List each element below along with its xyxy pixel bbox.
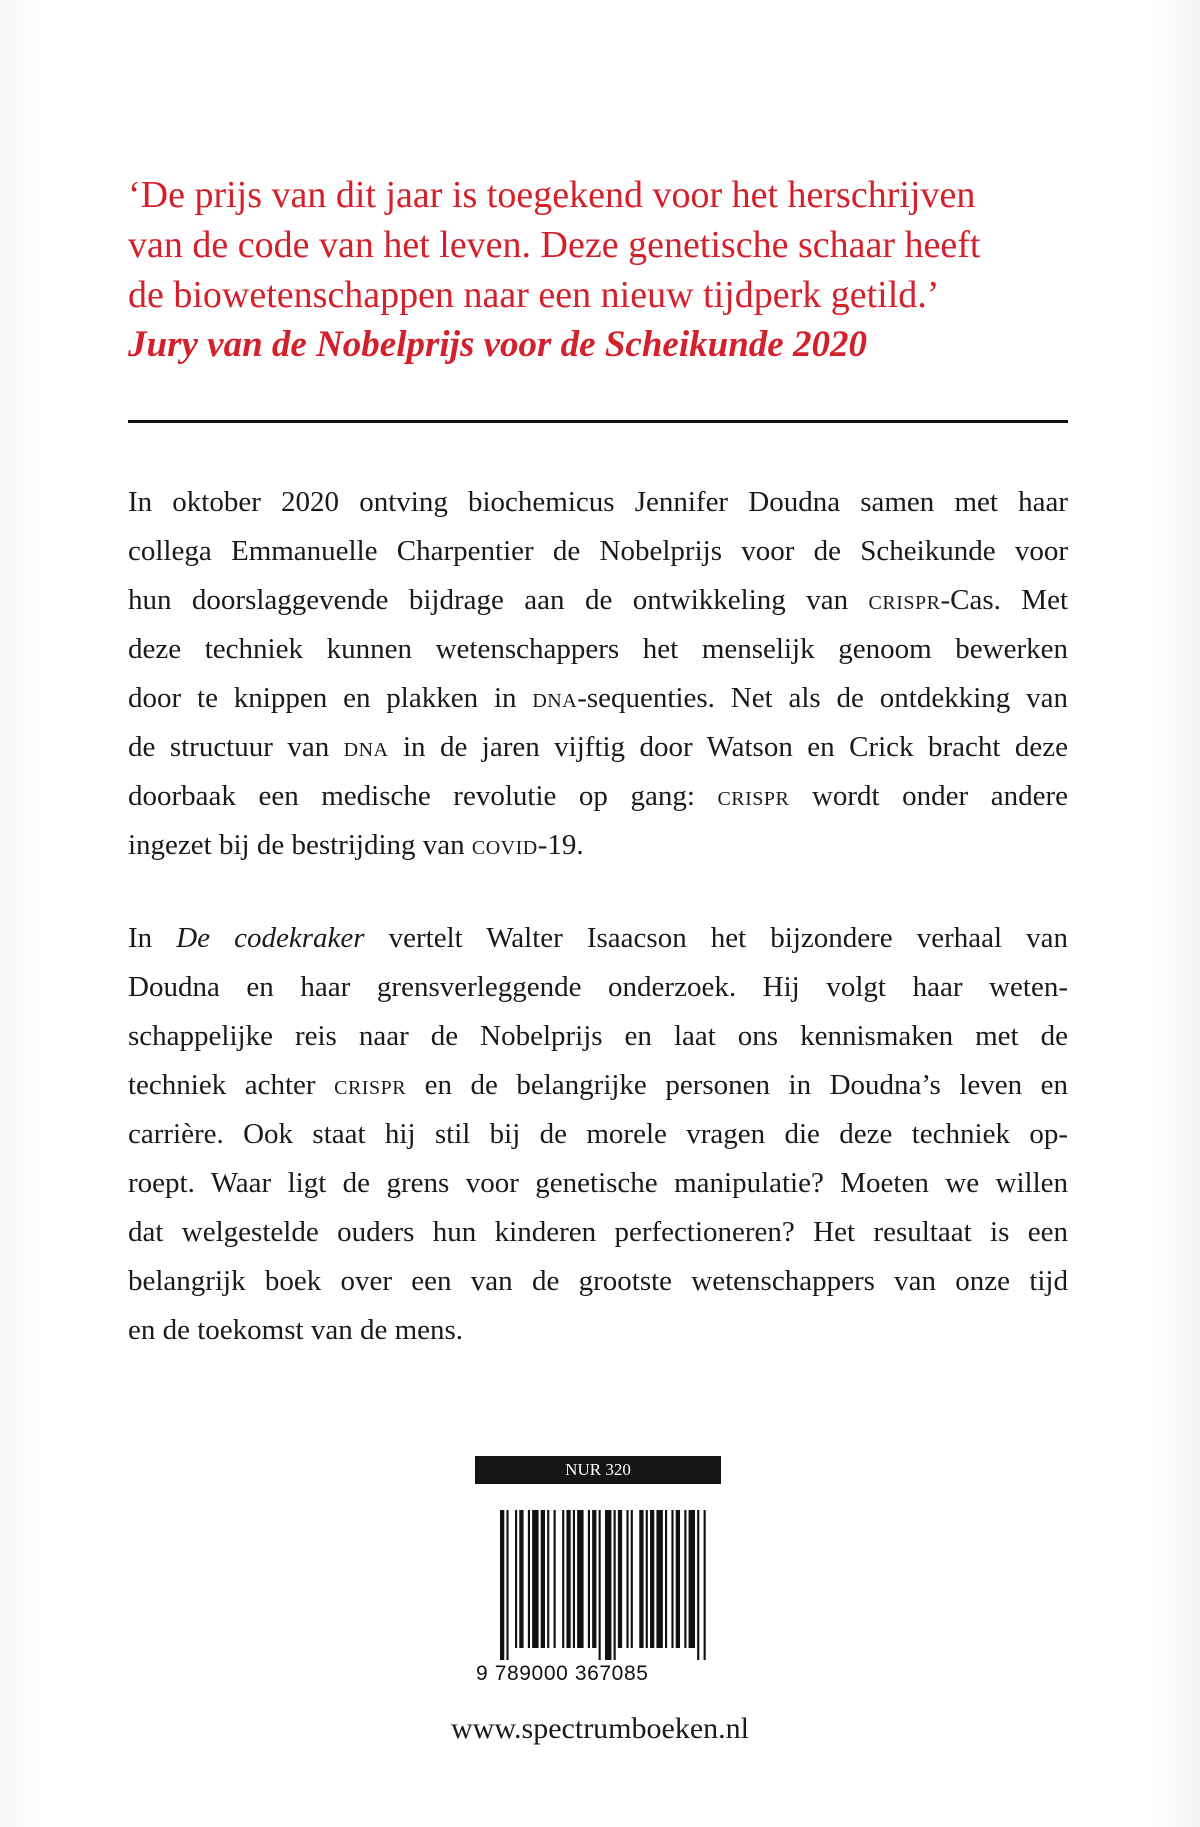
text-line: en de toekomst van de mens. — [128, 1314, 464, 1346]
text-line — [128, 914, 1068, 963]
barcode-bar — [515, 1510, 517, 1648]
text-line — [128, 821, 1068, 870]
barcode-bar — [506, 1510, 508, 1660]
text-span: ingezet bij de bestrijding van — [128, 829, 472, 861]
barcode-bar — [562, 1510, 564, 1648]
small-caps-term: dna — [532, 682, 578, 714]
small-caps-term: dna — [343, 731, 389, 763]
barcode-bar — [532, 1510, 538, 1648]
small-caps-term: covid — [471, 829, 538, 861]
barcode-bar — [631, 1510, 633, 1648]
text-line: schappelijke reis naar de Nobelprijs en laat ons kennismaken met de — [128, 1020, 1068, 1052]
barcode-bar — [554, 1510, 556, 1648]
text-line: collega Emmanuelle Charpentier de Nobelprijs voor de Scheikunde voor — [128, 535, 1068, 567]
barcode-bar — [656, 1510, 662, 1648]
text-span: -sequenties. Net als de ontdekking van — [577, 682, 1068, 714]
barcode-bar — [541, 1510, 545, 1648]
small-caps-term: crispr — [334, 1069, 407, 1101]
text-span: de structuur van — [128, 731, 344, 763]
text-span: doorbaak een medische revolutie op gang: — [128, 780, 718, 812]
barcode-bar — [614, 1510, 616, 1660]
text-line — [128, 723, 1068, 772]
barcode-bar — [676, 1510, 680, 1648]
text-line — [128, 674, 1068, 723]
barcode-bar — [684, 1510, 686, 1648]
barcode-bar — [519, 1510, 523, 1648]
text-line: carrière. Ook staat hij stil bij de morele vragen die deze techniek op- — [128, 1118, 1068, 1150]
award-quote — [128, 170, 1068, 370]
text-span: techniek achter — [128, 1069, 335, 1101]
barcode-bar — [605, 1510, 611, 1660]
quote-attribution: Jury van de Nobelprijs voor de Scheikunde 2020 — [128, 324, 867, 365]
barcode-bar — [639, 1510, 643, 1648]
barcode-bar — [577, 1510, 583, 1648]
blurb-paragraph-1 — [128, 478, 1068, 870]
text-span: in de jaren vijftig door Watson en Crick bracht deze — [388, 731, 1068, 763]
isbn-barcode — [500, 1510, 710, 1660]
barcode-bar — [618, 1510, 622, 1648]
quote-line: de biowetenschappen naar een nieuw tijdperk getild.’ — [128, 274, 940, 316]
text-span: vertelt Walter Isaacson het bijzondere verhaal van — [364, 922, 1068, 954]
barcode-bar — [599, 1510, 601, 1660]
barcode-bar — [650, 1510, 654, 1648]
text-line: roept. Waar ligt de grens voor genetische manipulatie? Moeten we willen — [128, 1167, 1068, 1199]
barcode-bar — [573, 1510, 575, 1648]
barcode-bar — [665, 1510, 667, 1648]
text-line: deze techniek kunnen wetenschappers het menselijk genoom bewerken — [128, 633, 1068, 665]
text-span: en de belangrijke personen in Doudna’s leven en — [406, 1069, 1068, 1101]
barcode-bar — [671, 1510, 673, 1648]
barcode-bar — [704, 1510, 706, 1660]
barcode-bar — [689, 1510, 695, 1648]
barcode-bar — [592, 1510, 596, 1648]
text-span: door te knippen en plakken in — [128, 682, 533, 714]
text-line — [128, 772, 1068, 821]
text-span: hun doorslaggevende bijdrage aan de ontwikkeling van — [128, 584, 869, 616]
publisher-website: www.spectrumboeken.nl — [451, 1712, 749, 1745]
quote-line: van de code van het leven. Deze genetische schaar heeft — [128, 224, 981, 266]
text-line: belangrijk boek over een van de grootste wetenschappers van onze tijd — [128, 1265, 1068, 1297]
book-title: De codekraker — [176, 922, 365, 954]
barcode-bar — [588, 1510, 590, 1648]
quote-line: ‘De prijs van dit jaar is toegekend voor het herschrijven — [128, 174, 976, 216]
barcode-bar — [500, 1510, 504, 1660]
cover-content — [128, 170, 1068, 1355]
barcode-bar — [626, 1510, 628, 1648]
text-line: dat welgestelde ouders hun kinderen perfectioneren? Het resultaat is een — [128, 1216, 1068, 1248]
text-span: -19. — [537, 829, 584, 861]
barcode-bar — [697, 1510, 699, 1660]
text-line: Doudna en haar grensverleggende onderzoek. Hij volgt haar weten- — [128, 971, 1068, 1003]
text-span: In — [128, 922, 177, 954]
small-caps-term: crispr — [868, 584, 941, 616]
text-span: -Cas. Met — [940, 584, 1069, 616]
small-caps-term: crispr — [717, 780, 790, 812]
isbn-number: 9 789000 367085 — [476, 1662, 649, 1685]
divider-rule — [128, 420, 1068, 423]
blurb-paragraph-2 — [128, 914, 1068, 1355]
text-span: wordt onder andere — [789, 780, 1068, 812]
text-line — [128, 1061, 1068, 1110]
barcode-bar — [566, 1510, 570, 1648]
text-line: In oktober 2020 ontving biochemicus Jennifer Doudna samen met haar — [128, 486, 1068, 518]
text-line — [128, 576, 1068, 625]
barcode-bar — [528, 1510, 530, 1648]
barcode-bar — [646, 1510, 648, 1648]
barcode-bar — [547, 1510, 549, 1648]
nur-code-label: NUR 320 — [475, 1456, 721, 1484]
